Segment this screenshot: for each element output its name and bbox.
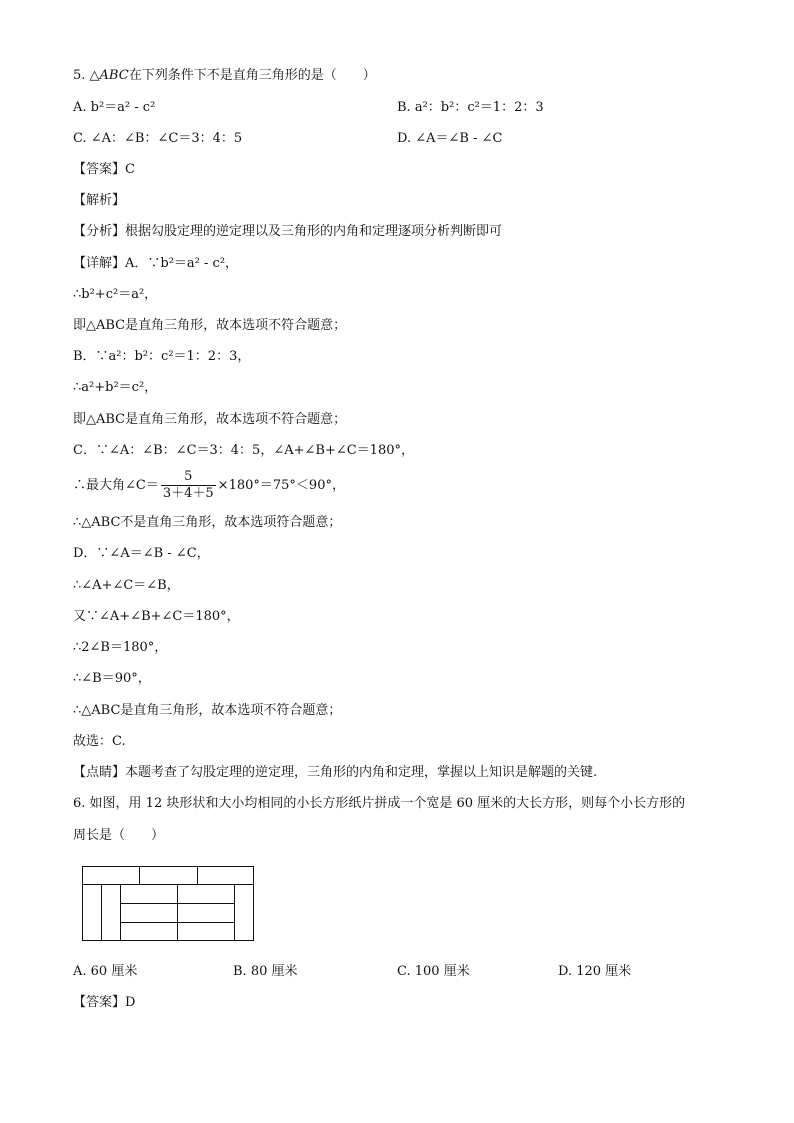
q5-detail-line-15: 故选：C. bbox=[73, 734, 126, 749]
q6-stem-line-2: 周长是（ ） bbox=[73, 828, 165, 843]
q5-detail-line-10: ∴∠A+∠C＝∠B， bbox=[73, 578, 180, 593]
dianjing-text: 本题考查了勾股定理的逆定理，三角形的内角和定理，掌握以上知识是解题的关键. bbox=[125, 765, 598, 780]
q5-detail-line-1 bbox=[73, 254, 238, 274]
q5-option-d: D. ∠A＝∠B - ∠C bbox=[397, 131, 503, 146]
answer-tag: 【答案】 bbox=[73, 995, 126, 1010]
q5-detail-line-4: B．∵a²：b²：c²＝1：2：3， bbox=[73, 349, 251, 364]
q5-detail-line-2: ∴b²+c²＝a²， bbox=[73, 287, 158, 302]
detail-tag: 【详解】 bbox=[73, 256, 126, 271]
answer-value: D bbox=[125, 995, 136, 1010]
frac-suffix: ×180°＝75°＜90°， bbox=[217, 478, 345, 493]
q6-option-d: D. 120 厘米 bbox=[558, 964, 632, 979]
q5-stem-number: 5. △ bbox=[73, 68, 100, 83]
q5-detail-line-6: 即△ABC是直角三角形，故本选项不符合题意； bbox=[73, 412, 347, 427]
q5-dianjing bbox=[73, 763, 597, 783]
q5-detail-line-8: ∴△ABC不是直角三角形，故本选项符合题意； bbox=[73, 515, 342, 530]
q6-option-c: C. 100 厘米 bbox=[397, 964, 470, 979]
answer-tag: 【答案】 bbox=[73, 162, 126, 177]
q5-detail-line-13: ∴∠B＝90°， bbox=[73, 671, 151, 686]
frac-prefix: ∴最大角∠C＝ bbox=[73, 478, 159, 493]
q5-detail-line-12: ∴2∠B＝180°， bbox=[73, 640, 168, 655]
dianjing-tag: 【点睛】 bbox=[73, 765, 126, 780]
q5-stem bbox=[73, 66, 376, 86]
q5-answer bbox=[73, 160, 135, 180]
q5-detail-line-9: D．∵∠A＝∠B - ∠C， bbox=[73, 546, 210, 561]
answer-value: C bbox=[125, 162, 135, 177]
q5-option-c: C. ∠A：∠B：∠C＝3：4：5 bbox=[73, 131, 243, 146]
q6-option-b: B. 80 厘米 bbox=[233, 964, 298, 979]
q5-detail-line-5: ∴a²+b²＝c²， bbox=[73, 380, 158, 395]
q5-detail-line-3: 即△ABC是直角三角形，故本选项不符合题意； bbox=[73, 318, 347, 333]
q6-stem-line-1: 6. 如图，用 12 块形状和大小均相同的小长方形纸片拼成一个宽是 60 厘米的大长方形，则每个小长方形的 bbox=[73, 796, 686, 811]
q5-detail-line-14: ∴△ABC是直角三角形，故本选项不符合题意； bbox=[73, 703, 342, 718]
fraction-numerator: 5 bbox=[184, 469, 193, 484]
q5-option-b: B. a²：b²：c²＝1：2：3 bbox=[397, 100, 544, 115]
q5-fraction-line bbox=[73, 468, 345, 504]
q5-stem-text: 在下列条件下不是直角三角形的是（ ） bbox=[128, 68, 376, 83]
q5-detail-line-11: 又∵∠A+∠B+∠C＝180°， bbox=[73, 609, 240, 624]
q5-analysis-tag: 【解析】 bbox=[73, 193, 126, 208]
q5-fenxi bbox=[73, 222, 502, 242]
fraction bbox=[161, 469, 216, 502]
q5-option-a: A. b²＝a² - c² bbox=[73, 100, 156, 115]
detail-text: A．∵b²＝a² - c²， bbox=[125, 256, 239, 271]
fenxi-tag: 【分析】 bbox=[73, 224, 126, 239]
q5-detail-line-7: C．∵∠A：∠B：∠C＝3：4：5，∠A+∠B+∠C＝180°， bbox=[73, 443, 414, 458]
q5-stem-triangle: ABC bbox=[99, 68, 129, 83]
q6-answer bbox=[73, 993, 135, 1013]
rectangle-tiling-figure bbox=[82, 866, 254, 941]
fraction-denominator: 3＋4＋5 bbox=[162, 486, 214, 501]
q6-option-a: A. 60 厘米 bbox=[73, 964, 138, 979]
fenxi-text: 根据勾股定理的逆定理以及三角形的内角和定理逐项分析判断即可 bbox=[125, 224, 503, 239]
